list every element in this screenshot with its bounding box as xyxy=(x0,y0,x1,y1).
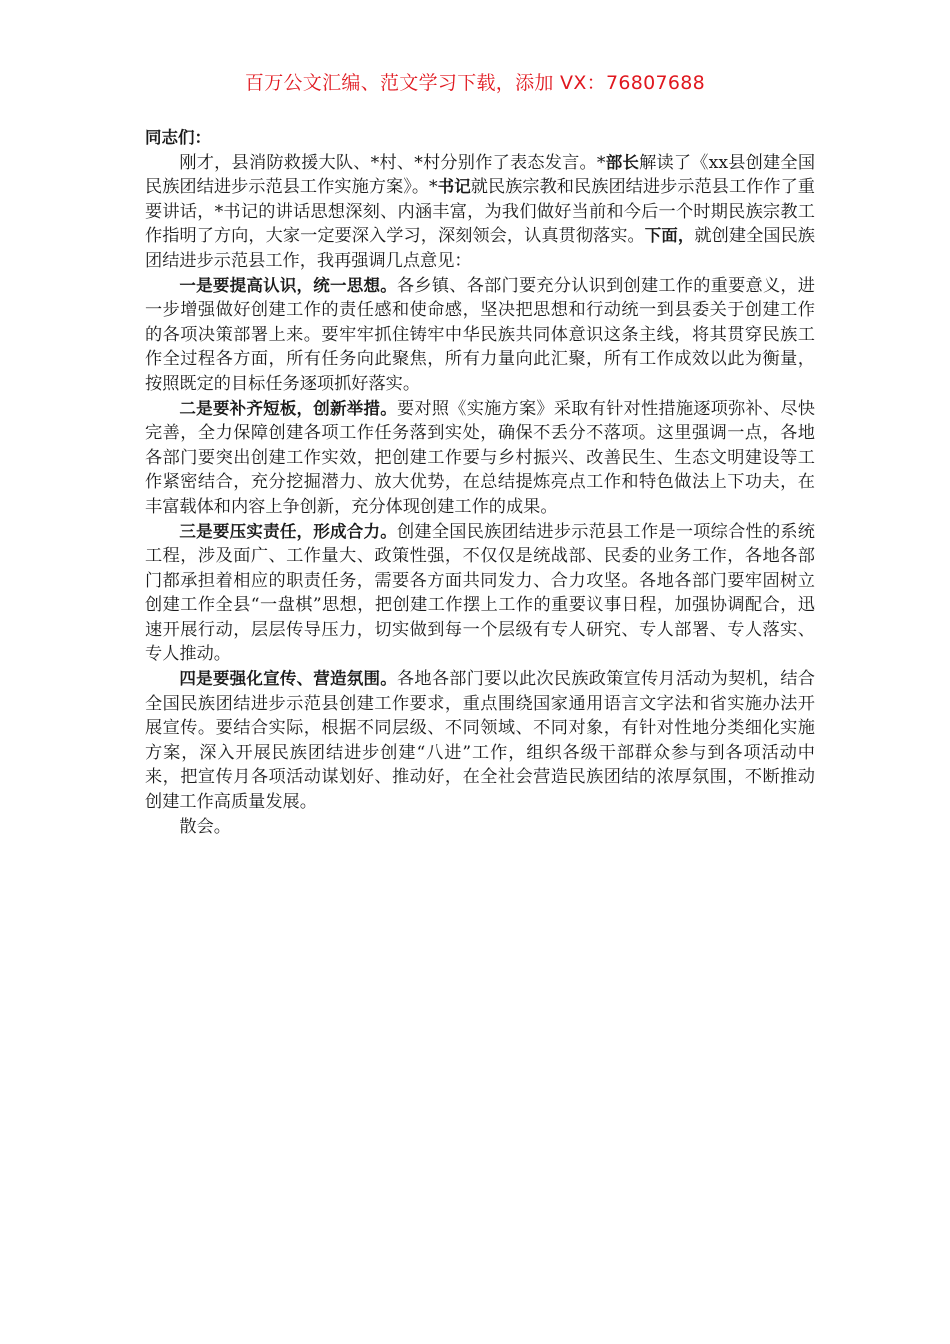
speech-body xyxy=(145,126,815,839)
intro-paragraph xyxy=(145,151,815,274)
point-heading-1: 一是要提高认识，统一思想。 xyxy=(179,275,397,295)
intro-bold-2: 书记 xyxy=(437,177,471,197)
point-paragraph-3 xyxy=(145,520,815,668)
intro-part-1: 刚才，县消防救援大队、*村、*村分别作了表态发言。* xyxy=(179,152,606,173)
point-text-3: 创建全国民族团结进步示范县工作是一项综合性的系统工程，涉及面广、工作量大、政策性强，不仅仅是统战部、民委的业务工作，各地各部门都承担着相应的职责任务，需要各方面共同发力、合力攻坚。各地各部门要牢固树立创建工作全县“一盘棋”思想，把创建工作摆上工作的重要议事日程，加强协调配合，迅速开展行动，层层传导压力，切实做到每一个层级有专人研究、专人部署、专人落实、专人推动。 xyxy=(145,521,815,665)
point-heading-4: 四是要强化宣传、营造氛围。 xyxy=(179,669,397,689)
intro-part-3: 就民族宗教和民族团结进步示范县工作作了重要讲话，*书记的讲话思想深刻、内涵丰富，为我们做好当前和今后一个时期民族宗教工作指明了方向，大家一定要深入学习，深刻领会，认真贯彻落实。 xyxy=(145,177,815,247)
point-paragraph-1 xyxy=(145,274,815,397)
point-text-2: 要对照《实施方案》采取有针对性措施逐项弥补、尽快完善，全力保障创建各项工作任务落到实处，确保不丢分不落项。这里强调一点，各地各部门要突出创建工作实效，把创建工作要与乡村振兴、改善民生、生态文明建设等工作紧密结合，充分挖掘潜力、放大优势，在总结提炼亮点工作和特色做法上下功夫，在丰富载体和内容上争创新，充分体现创建工作的成果。 xyxy=(145,398,815,517)
point-text-1: 各乡镇、各部门要充分认识到创建工作的重要意义，进一步增强做好创建工作的责任感和使命感，坚决把思想和行动统一到县委关于创建工作的各项决策部署上来。要牢牢抓住铸牢中华民族共同体意识这条主线，将其贯穿民族工作全过程各方面，所有任务向此聚焦，所有力量向此汇聚，所有工作成效以此为衡量，按照既定的目标任务逐项抓好落实。 xyxy=(145,275,815,394)
salutation: 同志们： xyxy=(145,128,211,147)
intro-bold-1: 部长 xyxy=(605,152,640,172)
point-heading-3: 三是要压实责任，形成合力。 xyxy=(179,521,397,541)
intro-part-2: 解读了《xx县创建全国民族团结进步示范县工作实施方案》。* xyxy=(145,152,816,198)
point-paragraph-4 xyxy=(145,667,815,815)
point-heading-2: 二是要补齐短板，创新举措。 xyxy=(179,398,397,418)
intro-part-4: 就创建全国民族团结进步示范县工作，我再强调几点意见： xyxy=(145,226,815,271)
header-banner: 百万公文汇编、范文学习下载，添加 VX：76807688 xyxy=(244,72,706,94)
point-paragraph-2 xyxy=(145,397,815,520)
intro-bold-3: 下面， xyxy=(644,226,695,246)
closing-paragraph: 散会。 xyxy=(179,816,231,837)
point-text-4: 各地各部门要以此次民族政策宣传月活动为契机，结合全国民族团结进步示范县创建工作要求，重点围绕国家通用语言文字法和省实施办法开展宣传。要结合实际，根据不同层级、不同领域、不同对象，有针对性地分类细化实施方案，深入开展民族团结进步创建“八进”工作，组织各级干部群众参与到各项活动中来，把宣传月各项活动谋划好、推动好，在全社会营造民族团结的浓厚氛围，不断推动创建工作高质量发展。 xyxy=(145,669,815,813)
